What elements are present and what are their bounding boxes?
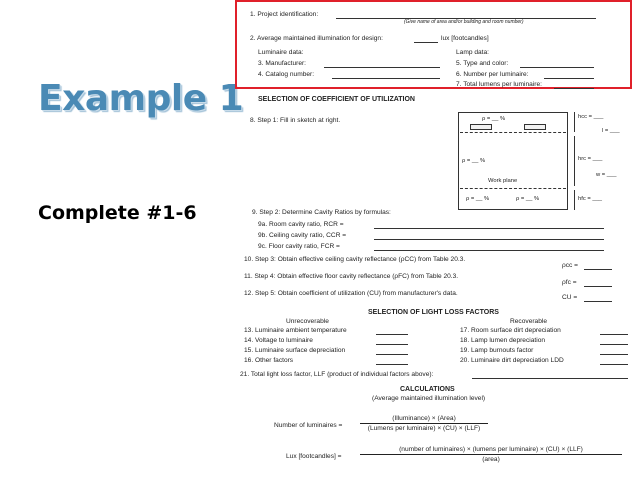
num-luminaires-denominator: (Lumens per luminaire) × (CU) × (LLF) (367, 425, 481, 432)
luminaire-plane (460, 132, 566, 133)
ceiling-reflectance: ρ = __ % (482, 116, 506, 122)
factor-18: 18. Lamp lumen depreciation (460, 337, 546, 344)
slide-title: Example 1 (38, 78, 244, 119)
lux-label: Lux [footcandles] = (286, 453, 342, 460)
num-luminaires-formula (360, 415, 488, 432)
factor-16-line (376, 364, 408, 365)
lamp-data-label: Lamp data: (456, 49, 489, 56)
item-illumination-unit: lux [footcandles] (441, 35, 489, 42)
num-luminaires-label: Number of luminaires = (274, 422, 343, 429)
lux-formula (360, 446, 622, 463)
manufacturer-line (324, 67, 440, 68)
factor-17: 17. Room surface dirt depreciation (460, 327, 561, 334)
step-2a: 9a. Room cavity ratio, RCR = (258, 221, 344, 228)
catalog-number-line (332, 78, 440, 79)
factor-21: 21. Total light loss factor, LLF (product of individual factors above): (240, 371, 434, 378)
item-illumination: 2. Average maintained illumination for design: (250, 35, 383, 42)
item-total-lumens: 7. Total lumens per luminaire: (456, 81, 543, 88)
factor-16: 16. Other factors (244, 357, 294, 364)
lux-bar (360, 454, 622, 455)
step-2b: 9b. Ceiling cavity ratio, CCR = (258, 232, 347, 239)
worksheet-form (228, 0, 638, 479)
pfc-line (584, 286, 612, 287)
item-number-per-luminaire: 6. Number per luminaire: (456, 71, 529, 78)
rcr-line (374, 228, 604, 229)
hcc-label: hcc = ___ (578, 114, 604, 120)
floor-reflectance: ρ = __ % (516, 196, 540, 202)
hrc-label: hrc = ___ (578, 156, 603, 162)
factor-14: 14. Voltage to luminaire (244, 337, 313, 344)
item-project-hint: (Give name of area and/or building and room number) (404, 19, 524, 25)
factor-19-line (600, 354, 628, 355)
factor-19: 19. Lamp burnouts factor (460, 347, 534, 354)
work-plane-label: Work plane (488, 178, 518, 184)
factor-20-line (600, 364, 628, 365)
length-label: l = ___ (602, 128, 620, 134)
item-catalog-number: 4. Catalog number: (258, 71, 315, 78)
luminaire-right (524, 124, 546, 130)
factor-20: 20. Luminaire dirt depreciation LDD (460, 357, 564, 364)
work-plane-line (460, 188, 566, 189)
cu-heading: SELECTION OF COEFFICIENT OF UTILIZATION (258, 96, 415, 103)
factor-15: 15. Luminaire surface depreciation (244, 347, 346, 354)
factor-18-line (600, 344, 628, 345)
recoverable-label: Recoverable (510, 318, 548, 325)
hfc-label: hfc = ___ (578, 196, 603, 202)
step-3: 10. Step 3: Obtain effective ceiling cavity reflectance (ρCC) from Table 20.3. (244, 256, 466, 263)
num-luminaires-numerator: (Illuminance) × (Area) (392, 415, 456, 422)
unrecoverable-label: Unrecoverable (286, 318, 329, 325)
step-1: 8. Step 1: Fill in sketch at right. (250, 117, 341, 124)
lux-numerator: (number of luminaires) × (lumens per luminaire) × (CU) × (LLF) (399, 446, 583, 453)
wall-reflectance: ρ = __ % (462, 158, 486, 164)
floor-wall-reflectance: ρ = __ % (466, 196, 490, 202)
luminaire-data-label: Luminaire data: (258, 49, 304, 56)
cu-line (584, 301, 612, 302)
step-4-value: ρfc = (562, 279, 577, 286)
width-label: w = ___ (596, 172, 617, 178)
llf-heading: SELECTION OF LIGHT LOSS FACTORS (368, 309, 499, 316)
hcc-dimension (574, 112, 575, 132)
item-project-identification: 1. Project identification: (250, 11, 319, 18)
fcr-line (374, 250, 604, 251)
num-luminaires-bar (360, 423, 488, 424)
slide-subtitle: Complete #1-6 (38, 202, 197, 224)
factor-15-line (376, 354, 408, 355)
calculations-subtitle: (Average maintained illumination level) (372, 395, 486, 402)
step-5-value: CU = (562, 294, 578, 301)
calculations-heading: CALCULATIONS (400, 386, 455, 393)
ccr-line (374, 239, 604, 240)
luminaire-left (470, 124, 492, 130)
hfc-dimension (574, 190, 575, 210)
factor-21-line (472, 378, 628, 379)
type-color-line (520, 67, 594, 68)
room-sketch (458, 112, 638, 212)
step-2: 9. Step 2: Determine Cavity Ratios by formulas: (252, 209, 391, 216)
step-5: 12. Step 5: Obtain coefficient of utilization (CU) from manufacturer's data. (244, 290, 458, 297)
pcc-line (584, 269, 612, 270)
item-type-color: 5. Type and color: (456, 60, 509, 67)
step-4: 11. Step 4: Obtain effective floor cavity reflectance (ρFC) from Table 20.3. (244, 273, 459, 280)
factor-17-line (600, 334, 628, 335)
lux-denominator: (area) (482, 456, 500, 463)
factor-13: 13. Luminaire ambient temperature (244, 327, 347, 334)
item-manufacturer: 3. Manufacturer: (258, 60, 307, 67)
total-lumens-line (554, 88, 594, 89)
illumination-line (414, 42, 438, 43)
step-3-value: ρcc = (562, 262, 579, 269)
factor-14-line (376, 344, 408, 345)
factor-13-line (376, 334, 408, 335)
step-2c: 9c. Floor cavity ratio, FCR = (258, 243, 340, 250)
number-per-luminaire-line (544, 78, 594, 79)
hrc-dimension (574, 136, 575, 186)
